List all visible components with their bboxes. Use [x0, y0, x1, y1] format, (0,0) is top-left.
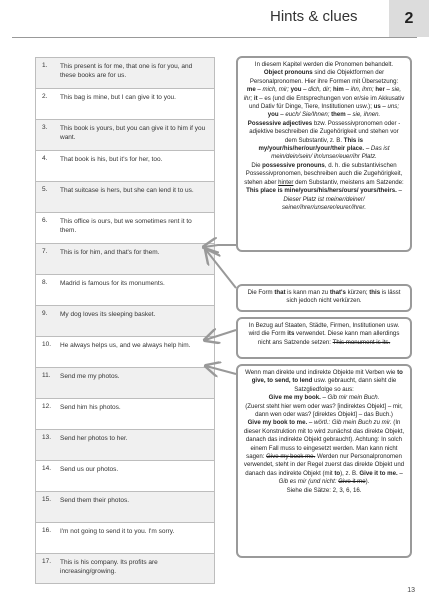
hint-term: us — [373, 103, 381, 111]
hint-text: is kann man zu — [285, 289, 330, 296]
hint-text: (In dieser Konstruktion mit to wird zunächst das direkte Objekt, danach das indirekte Objekt gebraucht). Achtung: In solch einem Fall muss to eingesetzt werden. Man kann nicht sagen: — [243, 419, 405, 461]
sentence-number: 14. — [42, 465, 52, 472]
hint-text: – Gib mir mein Buch. — [320, 394, 380, 402]
hint-text: usw. gebraucht, dann sieht die Satzgliedfolge so aus: — [294, 377, 397, 393]
sentence-number: 16. — [42, 527, 52, 534]
hint-term: this — [369, 289, 381, 296]
sentence-number: 13. — [42, 434, 52, 441]
hint-term: its — [287, 330, 295, 338]
hint-text: kürzen; — [345, 289, 370, 296]
hint-text: Wenn man direkte und indirekte Objekte mit Verben wie — [245, 369, 398, 376]
sentence-number: 1. — [42, 62, 48, 69]
hint-term: me — [246, 86, 256, 94]
sentence-number: 2. — [42, 93, 48, 100]
hint-text: – uns; — [380, 103, 400, 111]
arrow-to-sentence-9 — [205, 330, 236, 340]
hint-text: – euch/ Sie/Ihnen; — [278, 111, 330, 119]
sentence-text: Send them their photos. — [60, 497, 130, 504]
hint-text: , d. h. die substantivischen Possessivpronomen, beschreiben auch die Zugehörigkeit, stehen aber — [244, 161, 403, 186]
sentence-number: 11. — [42, 372, 51, 379]
sentence-text: This bag is mine, but I can give it to you. — [60, 94, 176, 101]
hint-text: – es (und die Entsprechungen von er/sie im Akkusativ und Dativ für Dinge, Tiere, Institutionen usw.); — [248, 94, 405, 111]
sentence-number: 3. — [42, 124, 48, 131]
sentence-number: 7. — [42, 248, 48, 255]
sentence-number: 4. — [42, 155, 48, 162]
hint-term: you — [267, 111, 279, 119]
hint-text: – wörtl.: Gib mein Buch zu mir. — [307, 419, 392, 427]
hint-text: – mich, mir; — [255, 86, 289, 94]
sentence-text: This office is ours, but we sometimes rent it to them. — [60, 218, 192, 235]
sentence-number: 5. — [42, 186, 48, 193]
hint-term: possessive pronouns — [262, 161, 325, 169]
sentence-text: My dog loves its sleeping basket. — [60, 311, 156, 318]
hint-text: bzw. Possessivpronomen oder -adjektive beschreiben die Zugehörigkeit und stehen vor dem Substantiv, z. B. — [249, 119, 401, 144]
hint-term: Possessive adjectives — [247, 119, 313, 127]
hint-text: – sie, ihr; — [243, 86, 402, 102]
hint-term: to give, to send, to lend — [251, 369, 403, 385]
sentence-text: This book is yours, but you can give it to him if you want. — [60, 125, 206, 142]
hint-text: – dich, dir; — [301, 86, 332, 94]
hint-text: dem Substantiv, meistens am Satzende: — [293, 178, 404, 186]
arrow-to-sentence-7 — [204, 245, 236, 247]
sentence-number: 15. — [42, 496, 52, 503]
hint-example: Give me my book. — [268, 394, 321, 402]
hint-wrong-example: Give my book me. — [266, 453, 316, 461]
sentence-text: This is for him, and that's for them. — [60, 249, 160, 256]
hint-text: Die — [251, 161, 263, 169]
hint-example: Give it to me. — [359, 469, 398, 477]
hint-wrong-example: This monument is its. — [332, 338, 391, 346]
sentence-number: 9. — [42, 310, 48, 317]
hint-text: verwendet. Diese kann man allerdings nicht ans Satzende setzen: — [257, 330, 400, 346]
sentence-text: Madrid is famous for its monuments. — [60, 280, 165, 287]
hint-term: them — [331, 111, 346, 119]
sentence-text: Send him his photos. — [60, 404, 121, 411]
hint-example: Give my book to me. — [247, 419, 308, 427]
sentence-text: That suitcase is hers, but she can lend it to us. — [60, 187, 194, 194]
hint-text: In diesem Kapitel werden die Pronomen behandelt. — [254, 61, 394, 68]
hint-term: that's — [329, 289, 346, 296]
sentence-text: Send her photos to her. — [60, 435, 128, 442]
hint-wrong-example: Give it me — [338, 478, 366, 486]
hint-text: Werden nur Personalpronomen verwendet, steht in der Regel zuerst das direkte Objekt und danach das indirekte Objekt (mit — [243, 453, 405, 477]
sentence-text: Send us our photos. — [60, 466, 119, 473]
sentence-text: This present is for me, that one is for you, and these books are for us. — [60, 63, 193, 80]
hint-example: This place is mine/yours/his/hers/ours/ yours/theirs. — [246, 187, 397, 195]
sentence-text: I'm not going to send it to you. I'm sorry. — [60, 528, 175, 535]
hint-text: hinter — [278, 178, 294, 186]
hint-example: This is my/your/his/her/our/your/their place. — [258, 136, 365, 153]
hint-term: that — [274, 289, 286, 296]
hint-text: – sie, ihnen. — [345, 111, 381, 119]
hint-text: ). — [365, 478, 370, 486]
page-number: 13 — [407, 587, 415, 594]
sentence-number: 10. — [42, 341, 52, 348]
sentence-number: 6. — [42, 217, 48, 224]
page-title: Hints & clues — [270, 8, 358, 25]
hint-text: is lässt sich jedoch nicht verkürzen. — [286, 289, 401, 305]
hint-text: (Zuerst steht hier wem oder was? [indirektes Objekt] – mir, dann wen oder was? [direktes Objekt] – das Buch.) — [245, 402, 403, 419]
hint-term: her — [375, 86, 385, 94]
arrow-to-sentence-11 — [206, 366, 236, 374]
hint-text: Siehe die Sätze: 2, 3, 6, 16. — [286, 486, 362, 494]
hint-text: ), z. B. — [340, 469, 360, 477]
sentence-text: That book is his, but it's for her, too. — [60, 156, 163, 163]
sentence-text: This is his company. Its profits are increasing/growing. — [60, 559, 158, 576]
hint-term: him — [332, 86, 344, 94]
sentence-number: 8. — [42, 279, 48, 286]
hint-text: – Gib es mir (und nicht: — [278, 469, 403, 486]
hint-term: you — [290, 86, 302, 94]
hint-term: to — [334, 469, 341, 477]
hint-text: – ihn, ihm; — [343, 86, 374, 94]
hint-text: – Dieser Platz ist meiner/deiner/ seiner/ihrer/unserer/eurer/ihrer. — [281, 187, 402, 211]
chapter-tab: 2 — [389, 0, 429, 37]
sentence-text: Send me my photos. — [60, 373, 120, 380]
arrow-to-sentence-7b — [206, 250, 236, 288]
hint-text: In Bezug auf Staaten, Städte, Firmen, Institutionen usw. wird die Form — [248, 322, 400, 338]
hint-text: sind die Objektformen der Personalpronomen. Hier ihre Formen mit Übersetzung: — [249, 69, 399, 85]
hint-text: – Das ist mein/dein/sein/ ihr/unser/euer/ihr Platz. — [271, 145, 390, 161]
hint-text: Die Form — [247, 289, 275, 296]
sentence-text: He always helps us, and we always help him. — [60, 342, 191, 349]
sentence-number: 17. — [42, 558, 52, 565]
hint-term: it — [253, 94, 258, 102]
sentence-number: 12. — [42, 403, 52, 410]
hint-term: Object pronouns — [263, 69, 313, 77]
